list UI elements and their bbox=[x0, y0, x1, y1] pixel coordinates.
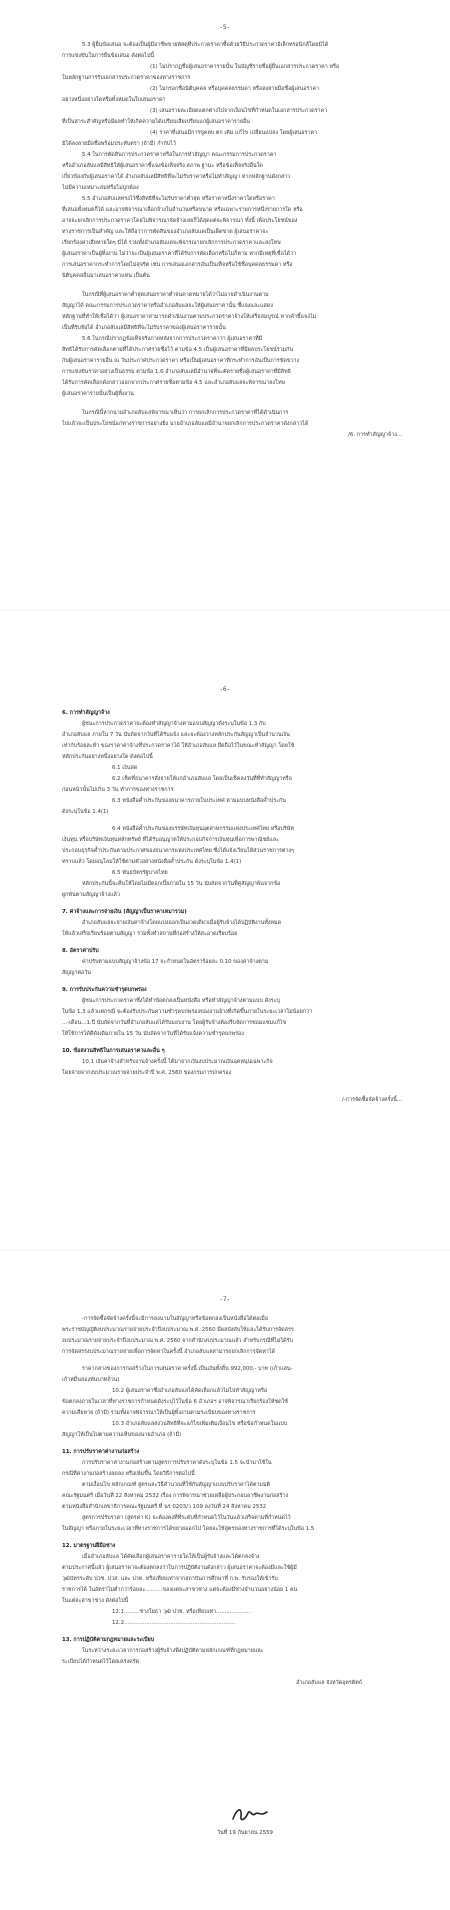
text-line: สัญญาต่อวัน bbox=[62, 970, 91, 976]
text-line: เกี่ยวข้องกับผู้เสนอราคาได้ อำเภอลับแลมีสิทธิที่จะไม่รับราคาหรือไม่ทำสัญญา หากหลักฐานดังกล่าว bbox=[62, 174, 291, 180]
text-line: 6.5 พันธบัตรรัฐบาลไทย bbox=[112, 870, 168, 876]
text-line: ผู้เสนอราคารายนั้นเป็นผู้ทิ้งงาน bbox=[62, 391, 134, 397]
issuer-name: อำเภอลับแล จังหวัดอุตรดิตถ์ bbox=[296, 1680, 362, 1686]
text-line: ทางราชการเป็นสำคัญ และให้ถือว่าการตัดสินของอำเภอลับแลเป็นเด็ดขาด ผู้เสนอราคาจะ bbox=[62, 229, 269, 235]
text-line: 5.3 ผู้ยื่นข้อเสนอ จะต้องเป็นผู้มีอาชีพขายพัสดุที่ประกวดราคาซื้อด้วยวิธีประกวดราคาอิเล็กทรอนิกส์โดยมิได้ bbox=[82, 42, 329, 48]
text-line: ในหลักฐานการรับเอกสารประกวดราคาของทางราชการ bbox=[62, 75, 191, 81]
text-line: พระราชบัญญัติงบประมาณรายจ่ายประจำปีงบประมาณ พ.ศ. 2560 มีผลบังคับใช้และได้รับการจัดสรร bbox=[62, 1327, 294, 1333]
text-line: 6.1 เงินสด bbox=[112, 765, 138, 771]
next-page-ref: /6. การทำสัญญาจ้าง... bbox=[348, 432, 402, 438]
signature-mark bbox=[230, 1803, 270, 1825]
text-line: ...-เดือน...1.ปี นับถัดจากวันที่อำเภอลับแลได้รับมอบงาน โดยผู้รับจ้างต้องรีบจัดการซ่อมแซมแก้ไข bbox=[62, 1020, 287, 1026]
text-line: มิได้ลงลายมือชื่อพร้อมประทับตรา (ถ้ามี) กำกับไว้ bbox=[62, 141, 176, 147]
text-line: นิติบุคคลอื่นมาเสนอราคาแทน เป็นต้น bbox=[62, 273, 150, 279]
page-6-body bbox=[62, 708, 402, 1106]
text-line: ตามประกาศนี้แล้ว ผู้เสนอราคาจะต้องตกลงว่าในการปฏิบัติงานดังกล่าว ผู้เสนอราคาจะต้องมีและใช้ผู้มี bbox=[62, 1565, 297, 1571]
text-line: ในสัญญา หรือภายในระยะเวลาที่ทางราชการได้ขยายออกไป โดยจะใช้สูตรของทางราชการที่ได้ระบุในข้อ 1.5 bbox=[62, 1526, 315, 1532]
text-line: 12.2................................................................. bbox=[112, 1620, 236, 1626]
text-line: ในกรณีนี้หากนายอำเภอลับแลพิจารณาเห็นว่า การยกเลิกการประกวดราคาที่ได้ดำเนินการ bbox=[82, 410, 289, 416]
text-line: ให้แล้วเสร็จเรียบร้อยตามสัญญา รวมทั้งทำสถานที่ก่อสร้างให้สะอาดเรียบร้อย bbox=[62, 931, 238, 937]
issue-date bbox=[0, 1828, 450, 1839]
text-line: ในแต่ละสาขาช่าง ดังต่อไปนี้ bbox=[62, 1598, 129, 1604]
text-line: 6.2 เช็คที่ธนาคารสั่งจ่ายให้แก่อำเภอลับแล โดยเป็นเช็คลงวันที่ที่ทำสัญญาหรือ bbox=[112, 776, 292, 782]
text-line: ไม่มีความเหมาะสมหรือไม่ถูกต้อง bbox=[62, 185, 139, 191]
page-7 bbox=[0, 1280, 450, 1910]
section-heading: 6. การทำสัญญาจ้าง bbox=[62, 710, 110, 716]
text-line: 10.2 ผู้เสนอราคาซึ่งอำเภอลับแลได้คัดเลือกแล้วไม่ไปทำสัญญาหรือ bbox=[112, 1388, 268, 1394]
text-line: กับผู้เสนอราคารายอื่น ณ วันประกาศประกวดราคา หรือเป็นผู้เสนอราคาที่กระทำการอันเป็นการขัดขวาง bbox=[62, 358, 300, 364]
text-line: ไปแล้วจะเป็นประโยชน์แก่ทางราชการอย่างยิ่ง นายอำเภอลับแลมีอำนาจยกเลิกการประกวดราคาดังกล่าวได้ bbox=[62, 421, 309, 427]
text-line: อาจจะยกเลิกการประกวดราคาโดยไม่พิจารณาจัดจ้างเลยก็ได้สุดแต่จะพิจารณา ทั้งนี้ เพื่อประโยชน์ของ bbox=[62, 218, 298, 224]
text-line: สูตรการปรับราคา (สูตรค่า K) จะต้องคงที่ที่ระดับที่กำหนดไว้ในวันแล้วเสร็จตามที่กำหนดไว้ bbox=[82, 1515, 291, 1521]
page-number: -5- bbox=[220, 24, 230, 31]
text-line: การปรับราคาค่างานก่อสร้างตามสูตรการปรับราคาดังระบุในข้อ 1.5 จะนำมาใช้ใน bbox=[82, 1460, 272, 1466]
section-heading: 9. การรับประกันความชำรุดบกพร่อง bbox=[62, 987, 147, 993]
text-line: ให้ใช้การได้ดีดังเดิมภายใน 15 วัน นับถัดจากวันที่ได้รับแจ้งความชำรุดบกพร่อง bbox=[62, 1031, 244, 1037]
text-line: ที่เสนอทั้งหมดก็ได้ และอาจพิจารณาเลือกจ้างในจำนวนหรือขนาด หรือเฉพาะรายการหนึ่งรายการใด หรือ bbox=[62, 207, 303, 213]
text-line: อำเภอลับแลจะจ่ายเงินค่าจ้างโดยแบ่งออกเป็นงวดเดียวเมื่อผู้รับจ้างได้ปฏิบัติงานทั้งหมด bbox=[82, 920, 282, 926]
text-line: 5.4 ในการตัดสินการประกวดราคาหรือในการทำสัญญา คณะกรรมการประกวดราคา bbox=[82, 152, 277, 158]
text-line: งบประมาณรายจ่ายประจำปีงบประมาณ พ.ศ. 2560 จากสำนักงบประมาณแล้ว สำหรับกรณีที่ไม่ได้รับ bbox=[62, 1338, 293, 1344]
text-line: การแข่งขันในการยื่นข้อเสนอ ดังต่อไปนี้ bbox=[62, 53, 155, 59]
section-heading: 10. ข้อสงวนสิทธิในการเสนอราคาและอื่น ๆ bbox=[62, 1048, 165, 1054]
text-line: คณะรัฐมนตรี เมื่อวันที่ 22 สิงหาคม 2532 เรื่อง การพิจารณาช่วยเหลือผู้ประกอบอาชีพงานก่อสร้าง bbox=[62, 1493, 289, 1499]
section-heading: 8. อัตราค่าปรับ bbox=[62, 948, 99, 954]
text-line: ความเสียหาย (ถ้ามี) รวมทั้งอาจพิจารณาให้เป็นผู้ทิ้งงานตามระเบียบของทางราชการ bbox=[62, 1410, 256, 1416]
text-line: อำเภอลับแล ภายใน 7 วัน นับถัดจากวันที่ได้รับแจ้ง และจะต้องวางหลักประกันสัญญาเป็นจำนวนเงิน bbox=[62, 732, 290, 738]
text-line: 10.1 เงินค่าจ้างสำหรับงานจ้างครั้งนี้ ได้มาจากเงินงบประมาณเงินอุดหนุนเฉพาะกิจ bbox=[82, 1059, 273, 1065]
text-line: (4) ราคาที่เสนอมีการขูดลบ ตก เติม แก้ไข เปลี่ยนแปลง โดยผู้เสนอราคา bbox=[150, 130, 318, 136]
text-line: ในระหว่างระยะเวลาการก่อสร้างผู้รับจ้างพึงปฏิบัติตามหลักเกณฑ์ที่กฎหมายและ bbox=[82, 1648, 264, 1654]
text-line: ตามหนังสือสำนักเลขาธิการคณะรัฐมนตรี ที่ นร 0203/ว 109 ลงวันที่ 24 สิงหาคม 2532 bbox=[62, 1504, 267, 1510]
text-line: -การจัดซื้อจัดจ้างครั้งนี้จะมีการลงนามในสัญญาหรือข้อตกลงเป็นหนังสือได้ต่อเมื่อ bbox=[82, 1316, 269, 1322]
text-line: ในข้อ 1.3 แล้วแต่กรณี จะต้องรับประกันความชำรุดบกพร่องของงานจ้างที่เกิดขึ้นภายในระยะเวลาไม่น้อยกว่า bbox=[62, 1009, 313, 1015]
text-line: หลักประกันนี้จะคืนให้โดยไม่มีดอกเบี้ยภายใน 15 วัน นับถัดจากวันที่คู่สัญญาพ้นจากข้อ bbox=[82, 881, 281, 887]
text-line: ประกอบธุรกิจค้ำประกันตามประกาศของธนาคารแห่งประเทศไทย ซึ่งได้แจ้งเวียนให้ส่วนราชการต่างๆ bbox=[62, 848, 294, 854]
text-line: เมื่ออำเภอลับแล ได้คัดเลือกผู้เสนอราคารายใดให้เป็นผู้รับจ้างและได้ตกลงจ้าง bbox=[82, 1554, 260, 1560]
text-line: ผู้ชนะการประกวดราคาซึ่งได้ทำข้อตกลงเป็นหนังสือ หรือทำสัญญาจ้างตามแบบ ดังระบุ bbox=[82, 998, 280, 1004]
page-5-body bbox=[62, 40, 402, 441]
text-line: อย่างหนึ่งอย่างใดหรือทั้งหมดในใบเสนอราคา bbox=[62, 97, 166, 103]
page-7-body bbox=[62, 1314, 402, 1689]
text-line: การแข่งขันราคาอย่างเป็นธรรม ตามข้อ 1.6 อำเภอลับแลมีอำนาจที่จะตัดรายชื่อผู้เสนอราคาที่มีสิทธิ bbox=[62, 369, 291, 375]
page-5 bbox=[0, 0, 450, 560]
text-line: ทราบแล้ว โดยอนุโลมให้ใช้ตามตัวอย่างหนังสือค้ำประกัน ดังระบุในข้อ 1.4(1) bbox=[62, 859, 242, 865]
text-line: ในกรณีที่ผู้เสนอราคาต่ำสุดเสนอราคาต่ำจนคาดหมายได้ว่าไม่อาจดำเนินงานตาม bbox=[82, 292, 269, 298]
text-line: 12.1.........ช่างโยธา วุฒิ ปวช. หรือเทียบเท่า.................... bbox=[112, 1609, 251, 1615]
text-line: 6.4 หนังสือค้ำประกันของบรรษัทเงินทุนอุตสาหกรรมแห่งประเทศไทย หรือบริษัท bbox=[112, 826, 294, 832]
text-line: ตามเงื่อนไข หลักเกณฑ์ สูตรและวิธีคำนวณที่ใช้กับสัญญาแบบปรับราคาได้ตามมติ bbox=[82, 1482, 271, 1488]
text-line: ดังระบุในข้อ 1.4(1) bbox=[62, 809, 109, 815]
page-number: -7- bbox=[220, 1296, 230, 1303]
text-line: สัญญาได้ คณะกรรมการประกวดราคาหรืออำเภอลับแลจะให้ผู้เสนอราคานั้น ชี้แจงและแสดง bbox=[62, 303, 273, 309]
text-line: การเสนอราคากระทำการโดยไม่สุจริต เช่น การเสนอเอกสารอันเป็นเท็จหรือใช้ชื่อบุคคลธรรมดา หรือ bbox=[62, 262, 293, 268]
text-line: (2) ไม่กรอกชื่อนิติบุคคล หรือบุคคลธรรมดา หรือลงลายมือชื่อผู้เสนอราคา bbox=[150, 86, 320, 92]
text-line: การจัดสรรงบประมาณรายจ่ายเพื่อการจัดหาในครั้งนี้ อำเภอลับแลสามารถยกเลิกการจัดหาได้ bbox=[62, 1349, 276, 1355]
text-line: ก่อนหน้านั้นไม่เกิน 3 วัน ทำการของทางราชการ bbox=[62, 787, 174, 793]
section-heading: 13. การปฏิบัติตามกฎหมายและระเบียบ bbox=[62, 1637, 155, 1643]
page-number: -6- bbox=[220, 686, 230, 693]
section-heading: 11. การปรับราคาค่างานก่อสร้าง bbox=[62, 1449, 140, 1455]
text-line: 10.3 อำเภอลับแลสงวนสิทธิที่จะแก้ไขเพิ่มเติมเงื่อนไข หรือข้อกำหนดในแบบ bbox=[112, 1421, 288, 1427]
text-line: (3) เสนอรายละเอียดแตกต่างไปจากเงื่อนไขที่กำหนดในเอกสารประกวดราคา bbox=[150, 108, 328, 114]
text-line: โดยจ่ายจากงบประมาณรายจ่ายประจำปี พ.ศ. 2560 ของกรมการปกครอง bbox=[62, 1070, 232, 1076]
text-line: สัญญาให้เป็นไปตามความเห็นของนายอำเภอ (ถ้ามี) bbox=[62, 1432, 182, 1438]
text-line: หลักประกันอย่างหนึ่งอย่างใด ดังต่อไปนี้ bbox=[62, 754, 153, 760]
text-line: ผูกพันตามสัญญาจ้างแล้ว bbox=[62, 892, 120, 898]
text-line: ที่เป็นสาระสำคัญหรือมีผลทำให้เกิดความได้เปรียบเสียเปรียบแก่ผู้เสนอราคารายอื่น bbox=[62, 119, 250, 125]
text-line: เรียกร้องค่าเสียหายใดๆ มิได้ รวมทั้งอำเภอลับแลจะพิจารณายกเลิกการประกวดราคาและลงโทษ bbox=[62, 240, 281, 246]
text-line: ผู้เสนอราคาเป็นผู้ทิ้งงาน ไม่ว่าจะเป็นผู้เสนอราคาที่ได้รับการคัดเลือกหรือไม่ก็ตาม หากมีเหตุที่เชื่อได้ว่า bbox=[62, 251, 297, 257]
page-divider bbox=[0, 1250, 450, 1251]
text-line: วุฒิบัตรระดับ ปวช. ปวส. และ ปวท. หรือเทียบเท่าจากสถาบันการศึกษาที่ ก.พ. รับรองให้เข้ารับ bbox=[62, 1576, 278, 1582]
text-line: ค่าปรับตามแบบสัญญาจ้างข้อ 17 จะกำหนดในอัตราร้อยละ 0.10 ของค่าจ้างตาม bbox=[82, 959, 269, 965]
section-heading: 7. ค่าจ้างและการจ่ายเงิน (สัญญาเป็นราคาเหมารวม) bbox=[62, 909, 187, 915]
text-line: เท่ากับร้อยละห้า ของราคาค่าจ้างที่ประกวดราคาได้ ให้อำเภอลับแล ยึดถือไว้ในขณะทำสัญญา โดยใช้ bbox=[62, 743, 295, 749]
text-line: ผู้ชนะการประกวดราคาจะต้องทำสัญญาจ้างตามแบบสัญญาดังระบุในข้อ 1.3 กับ bbox=[82, 721, 266, 727]
text-line: 5.6 ในกรณีปรากฏข้อเท็จจริงภายหลังจากการประกวดราคาว่า ผู้เสนอราคาที่มี bbox=[82, 336, 263, 342]
text-line: ราคากลางของการก่อสร้างในการเสนอราคาครั้งนี้ เป็นเงินทั้งสิ้น 992,000.- บาท (เก้าแสน- bbox=[82, 1366, 293, 1372]
text-line: หรืออำเภอลับแลมีสิทธิให้ผู้เสนอราคาชี้แจงข้อเท็จจริง สภาพ ฐานะ หรือข้อเท็จจริงอื่นใด bbox=[62, 163, 263, 169]
signature bbox=[230, 1803, 270, 1825]
page-divider bbox=[0, 610, 450, 611]
text-line: (1) ไม่ปรากฏชื่อผู้เสนอราคารายนั้น ในบัญชีรายชื่อผู้ยื่นเอกสารประกวดราคา หรือ bbox=[150, 64, 340, 70]
page-6 bbox=[0, 640, 450, 1200]
text-line: ได้รับการคัดเลือกดังกล่าวออกจากประกาศรายชื่อตามข้อ 4.5 และอำเภอลับแลจะพิจารณาลงโทษ bbox=[62, 380, 286, 386]
next-page-ref: /-การจัดซื้อจัดจ้างครั้งนี้... bbox=[342, 1097, 402, 1103]
issue-date-text: วันที่ 19 กันยายน 2559 bbox=[217, 1830, 273, 1836]
text-line: กรณีที่ค่างานก่อสร้างลดลง หรือเพิ่มขึ้น โดยวิธีการต่อไปนี้ bbox=[62, 1471, 195, 1477]
text-line: ระเบียบได้กำหนดไว้โดยเคร่งครัด bbox=[62, 1659, 140, 1665]
text-line: ข้อตกลงภายในเวลาที่ทางราชการกำหนดดังระบุไว้ในข้อ 6 อำเภอฯ อาจพิจารณาเรียกร้องให้ชดใช้ bbox=[62, 1399, 288, 1405]
section-heading: 12. มาตรฐานฝีมือช่าง bbox=[62, 1543, 116, 1549]
text-line: 6.3 หนังสือค้ำประกันของธนาคารภายในประเทศ ตามแบบหนังสือค้ำประกัน bbox=[112, 798, 286, 804]
text-line: เงินทุน หรือบริษัทเงินทุนหลักทรัพย์ ที่ได้รับอนุญาตให้ประกอบกิจการเงินทุนเพื่อการพาณิชย์และ bbox=[62, 837, 279, 843]
text-line: เป็นที่รับฟังได้ อำเภอลับแลมีสิทธิที่จะไม่รับราคาของผู้เสนอราคารายนั้น bbox=[62, 325, 226, 331]
text-line: 5.5 อำเภอลับแลทรงไว้ซึ่งสิทธิที่จะไม่รับราคาต่ำสุด หรือราคาหนึ่งราคาใดหรือราคา bbox=[82, 196, 275, 202]
text-line: หลักฐานที่ทำให้เชื่อได้ว่า ผู้เสนอราคาสามารถดำเนินงานตามประกวดราคาจ้างให้เสร็จสมบูรณ์ หากคำชี้แจงไม่ bbox=[62, 314, 317, 320]
text-line: สิทธิได้รับการคัดเลือกตามที่ได้ประกาศรายชื่อไว้ ตามข้อ 4.5 เป็นผู้เสนอราคาที่มีผลประโยชน์ร่วมกัน bbox=[62, 347, 294, 353]
text-line: ราชการได้ ในอัตราไม่ต่ำกว่าร้อยละ..........ของแต่ละสาขาช่าง แต่จะต้องมีช่างจำนวนอย่างน้อย 1 คน bbox=[62, 1587, 298, 1593]
text-line: เก้าหมื่นสองพันบาทถ้วน) bbox=[62, 1377, 120, 1383]
